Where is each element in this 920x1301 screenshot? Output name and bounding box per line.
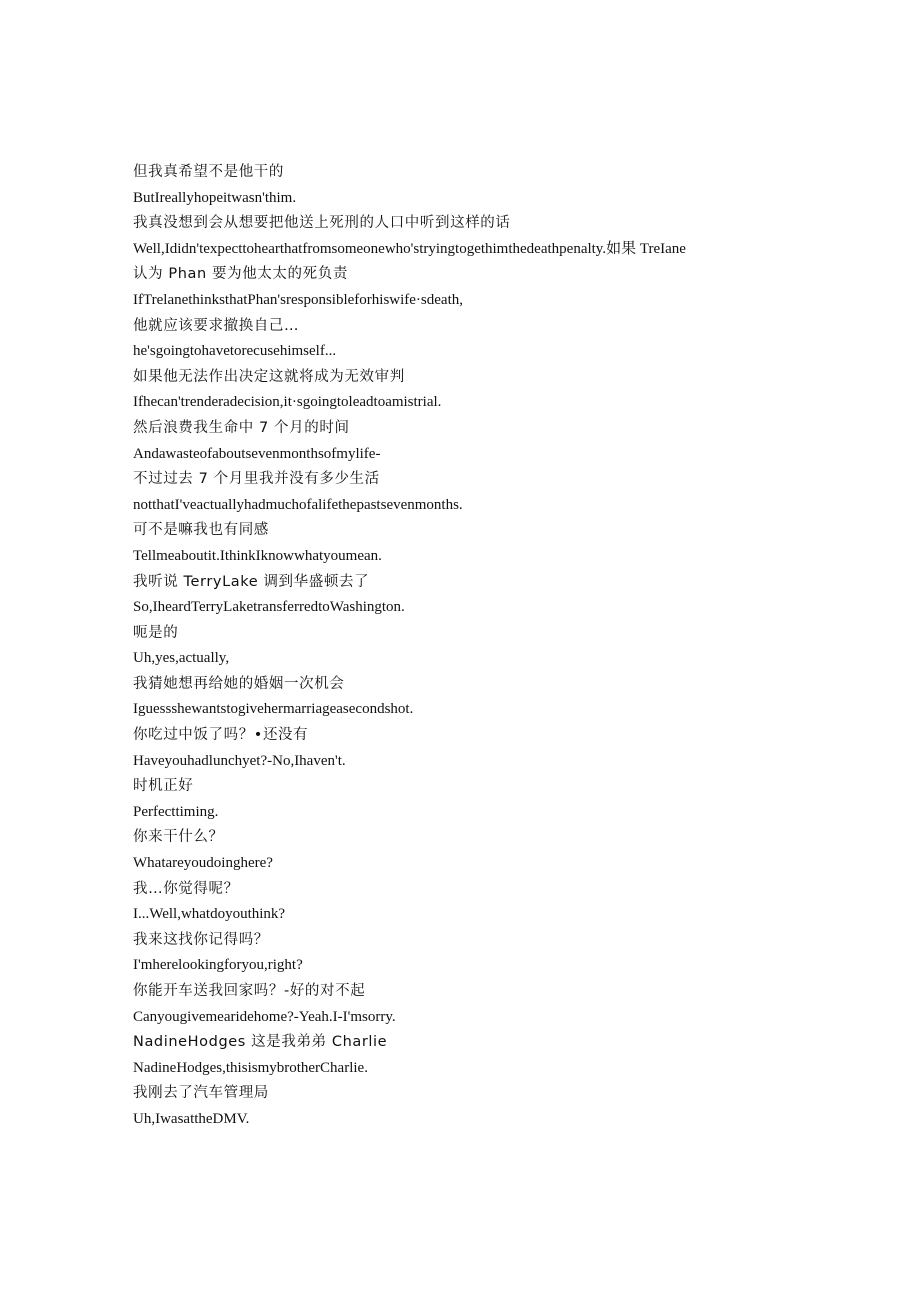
subtitle-line-zh: 我猜她想再给她的婚姻一次机会: [133, 675, 345, 692]
subtitle-line-zh: 他就应该要求撤换自己…: [133, 317, 300, 334]
subtitle-line-zh: 我来这找你记得吗？: [133, 931, 269, 948]
subtitle-line-en: notthatI'veactuallyhadmuchofalifethepastsevenmonths.: [133, 496, 463, 513]
subtitle-line-en: Andawasteofaboutsevenmonthsofmylife-: [133, 445, 381, 462]
subtitle-line-en: Uh,yes,actually,: [133, 650, 230, 667]
subtitle-line-zh: 不过过去 7 个月里我并没有多少生活: [133, 471, 380, 488]
subtitle-line-zh: 我刚去了汽车管理局: [133, 1085, 269, 1102]
subtitle-line-en: IfTrelanethinksthatPhan'sresponsibleforhiswife·sdeath,: [133, 291, 463, 308]
subtitle-line-en: Haveyouhadlunchyet?-No,Ihaven't.: [133, 752, 346, 769]
subtitle-line-en: Well,Ididn'texpecttohearthatfromsomeonewho'stryingtogethimthedeathpenalty.如果 TreIane: [133, 240, 686, 257]
subtitle-line-en: Canyougivemearidehome?-Yeah.I-I'msorry.: [133, 1008, 396, 1025]
subtitle-line-zh: 时机正好: [133, 778, 194, 795]
subtitle-line-zh: 如果他无法作出决定这就将成为无效审判: [133, 368, 405, 385]
subtitle-line-en: Whatareyoudoinghere?: [133, 855, 273, 872]
subtitle-line-en: ButIreallyhopeitwasn'thim.: [133, 189, 297, 206]
subtitle-line-zh: 我真没想到会从想要把他送上死刑的人口中听到这样的话: [133, 215, 511, 232]
subtitle-line-en: Uh,IwasattheDMV.: [133, 1110, 250, 1127]
subtitle-line-en: he'sgoingtohavetorecusehimself...: [133, 343, 337, 360]
subtitle-line-zh: 呃是的: [133, 624, 179, 641]
subtitle-line-zh: 我听说 TerryLake 调到华盛顿去了: [133, 573, 370, 590]
subtitle-line-zh: 然后浪费我生命中 7 个月的时间: [133, 419, 350, 436]
subtitle-line-zh: 我…你觉得呢？: [133, 880, 239, 897]
subtitle-line-en: I'mherelookingforyou,right?: [133, 957, 303, 974]
subtitle-line-en: Perfecttiming.: [133, 803, 219, 820]
subtitle-line-en: Ifhecan'trenderadecision,it·sgoingtoleadtoamistrial.: [133, 394, 442, 411]
subtitle-line-zh: 但我真希望不是他干的: [133, 164, 284, 180]
subtitle-line-en: I...Well,whatdoyouthink?: [133, 906, 286, 923]
subtitle-line-zh: 你吃过中饭了吗？•还没有: [133, 727, 309, 744]
subtitle-line-zh: 你能开车送我回家吗？-好的对不起: [133, 983, 366, 999]
subtitle-transcript: [133, 160, 893, 1133]
subtitle-line-zh: 你来干什么？: [133, 829, 224, 846]
subtitle-line-zh: NadineHodges 这是我弟弟 Charlie: [133, 1034, 388, 1051]
subtitle-line-en: So,IheardTerryLaketransferredtoWashington.: [133, 599, 405, 616]
subtitle-line-zh: 认为 Phan 要为他太太的死负责: [133, 266, 348, 283]
subtitle-line-zh: 可不是嘛我也有同感: [133, 522, 269, 539]
subtitle-line-en: Iguessshewantstogivehermarriageasecondshot.: [133, 701, 414, 718]
subtitle-line-en: NadineHodges,thisismybrotherCharlie.: [133, 1059, 368, 1076]
subtitle-line-en: Tellmeaboutit.IthinkIknowwhatyoumean.: [133, 547, 382, 564]
